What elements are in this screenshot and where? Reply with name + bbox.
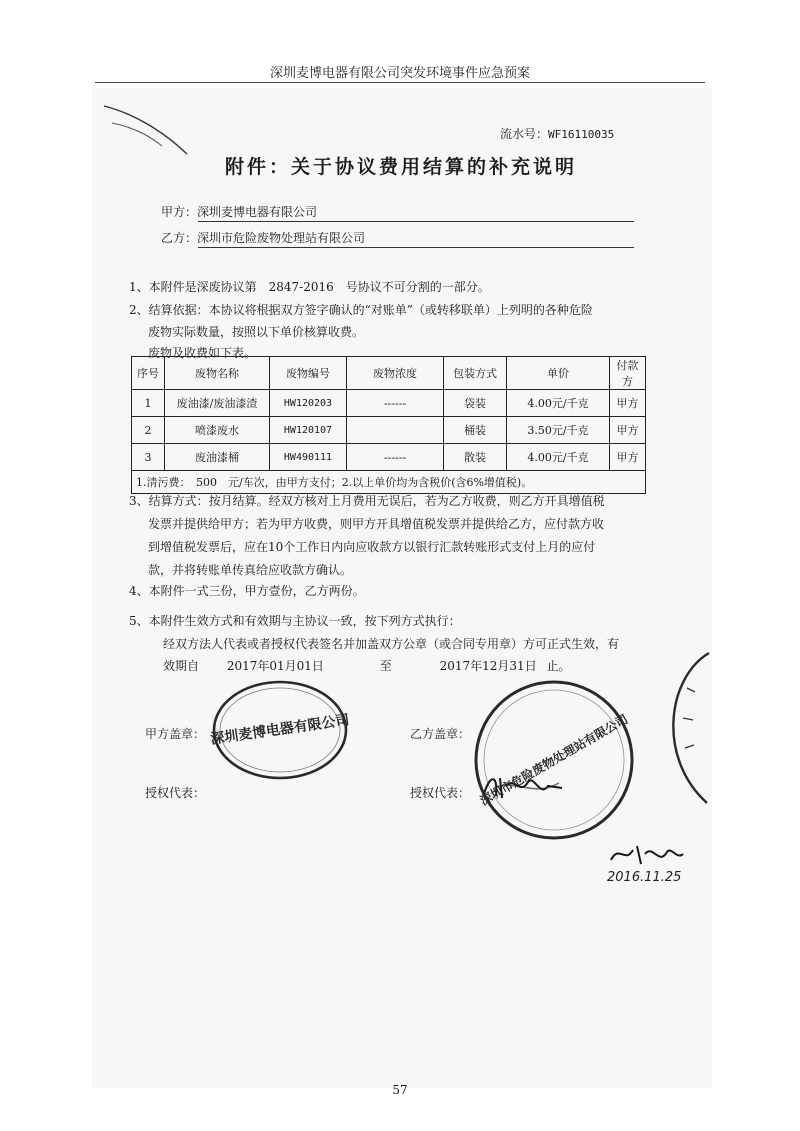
cell-waste-name: 废油漆桶 xyxy=(165,444,270,471)
header-cell: 单价 xyxy=(507,357,610,390)
cell-unit-price: 4.00元/千克 xyxy=(507,444,610,471)
clause-4: 4、本附件一式三份，甲方壹份，乙方两份。 xyxy=(129,584,365,598)
clause-3-line-1: 3、结算方式：按月结算。经双方核对上月费用无误后，若为乙方收费，则乙方开具增值税 xyxy=(129,494,605,508)
cell-concentration: ------ xyxy=(347,444,444,471)
party-a-label: 甲方： xyxy=(161,205,198,219)
party-b-company-seal xyxy=(464,678,644,843)
clause-1: 1、本附件是深废协议第 2847-2016 号协议不可分割的一部分。 xyxy=(129,280,490,294)
document-title: 附件：关于协议费用结算的补充说明 xyxy=(225,156,578,178)
cell-index: 3 xyxy=(132,444,165,471)
validity-end: 止。 xyxy=(546,659,571,673)
validity-to: 2017年12月31日 xyxy=(439,659,537,673)
party-a-company-seal xyxy=(210,678,350,783)
cell-packaging: 散装 xyxy=(444,444,507,471)
party-a-name: 深圳麦博电器有限公司 xyxy=(197,205,318,219)
page-number: 57 xyxy=(392,1083,408,1097)
party-b-signature xyxy=(480,768,570,804)
party-a-line xyxy=(161,203,317,220)
cell-payer: 甲方 xyxy=(610,444,646,471)
serial-value: WF16110035 xyxy=(548,128,615,141)
svg-text:深圳市危险废物处理站有限公司: 深圳市危险废物处理站有限公司 xyxy=(477,711,631,809)
serial-label: 流水号： xyxy=(500,127,549,141)
handwritten-date: 2016.11.25 xyxy=(607,870,682,885)
header-cell: 包装方式 xyxy=(444,357,507,390)
clause-5-line-2: 经双方法人代表或者授权代表签名并加盖双方公章（或合同专用章）方可正式生效，有 xyxy=(163,637,620,651)
table-row xyxy=(132,444,646,471)
party-a-underline xyxy=(198,221,634,222)
cell-waste-code: HW120203 xyxy=(270,390,347,417)
header-cell: 付款方 xyxy=(610,357,646,390)
cell-packaging: 桶装 xyxy=(444,417,507,444)
clause-2-line-2: 废物实际数量，按照以下单价核算收费。 xyxy=(148,325,365,339)
table-note-row xyxy=(132,471,646,494)
table-header-row xyxy=(132,357,646,390)
cell-waste-code: HW120107 xyxy=(270,417,347,444)
auth-rep-label-a: 授权代表： xyxy=(145,786,206,800)
cell-waste-code: HW490111 xyxy=(270,444,347,471)
auth-rep-label-b: 授权代表： xyxy=(410,786,471,800)
table-row xyxy=(132,417,646,444)
party-b-line xyxy=(161,229,365,246)
cell-unit-price: 4.00元/千克 xyxy=(507,390,610,417)
clause-5-line-1: 5、本附件生效方式和有效期与主协议一致，按下列方式执行： xyxy=(129,614,461,628)
cell-payer: 甲方 xyxy=(610,390,646,417)
cell-concentration xyxy=(347,417,444,444)
serial-number xyxy=(500,125,614,142)
handwritten-initials xyxy=(607,840,687,870)
party-b-seal-label: 乙方盖章： xyxy=(410,727,471,741)
party-b-name: 深圳市危险废物处理站有限公司 xyxy=(197,231,366,245)
validity-to-label: 至 xyxy=(379,659,392,673)
cell-index: 2 xyxy=(132,417,165,444)
pen-stroke-mark xyxy=(92,88,212,168)
clause-2-line-3: 废物及收费如下表。 xyxy=(148,346,257,360)
validity-label: 效期自 xyxy=(163,659,200,673)
clause-3-line-3: 到增值税发票后，应在10个工作日内向应收款方以银行汇款转账形式支付上月的应付 xyxy=(148,540,596,554)
header-cell: 废物编号 xyxy=(270,357,347,390)
header-cell: 序号 xyxy=(132,357,165,390)
cell-concentration: ------ xyxy=(347,390,444,417)
party-b-label: 乙方： xyxy=(161,231,198,245)
cell-packaging: 袋装 xyxy=(444,390,507,417)
fee-table xyxy=(131,356,646,494)
clause-3-line-2: 发票并提供给甲方；若为甲方收费，则甲方开具增值税发票并提供给乙方，应付款方收 xyxy=(148,517,605,531)
header-rule xyxy=(95,82,705,83)
table-row xyxy=(132,390,646,417)
header-cell: 废物名称 xyxy=(165,357,270,390)
cleaning-fee-note: 1.清污费： 500 元/车次，由甲方支付；2.以上单价均为含税价(含6%增值税)。 xyxy=(132,471,646,494)
cell-unit-price: 3.50元/千克 xyxy=(507,417,610,444)
party-b-underline xyxy=(198,247,634,248)
scanned-document xyxy=(92,88,712,1088)
clause-2-line-1: 2、结算依据：本协议将根据双方签字确认的“对账单”（或转移联单）上列明的各种危险 xyxy=(129,303,593,317)
cell-waste-name: 喷漆废水 xyxy=(165,417,270,444)
partial-edge-seal xyxy=(647,648,712,808)
validity-line xyxy=(163,657,571,674)
svg-text:深圳麦博电器有限公司: 深圳麦博电器有限公司 xyxy=(210,712,350,748)
cell-payer: 甲方 xyxy=(610,417,646,444)
party-a-seal-label: 甲方盖章： xyxy=(145,727,206,741)
validity-from: 2017年01月01日 xyxy=(226,659,324,673)
cell-index: 1 xyxy=(132,390,165,417)
clause-3-line-4: 款，并将转账单传真给应收款方确认。 xyxy=(148,563,353,577)
cell-waste-name: 废油漆/废油漆渣 xyxy=(165,390,270,417)
header-cell: 废物浓度 xyxy=(347,357,444,390)
page-header: 深圳麦博电器有限公司突发环境事件应急预案 xyxy=(269,66,530,81)
